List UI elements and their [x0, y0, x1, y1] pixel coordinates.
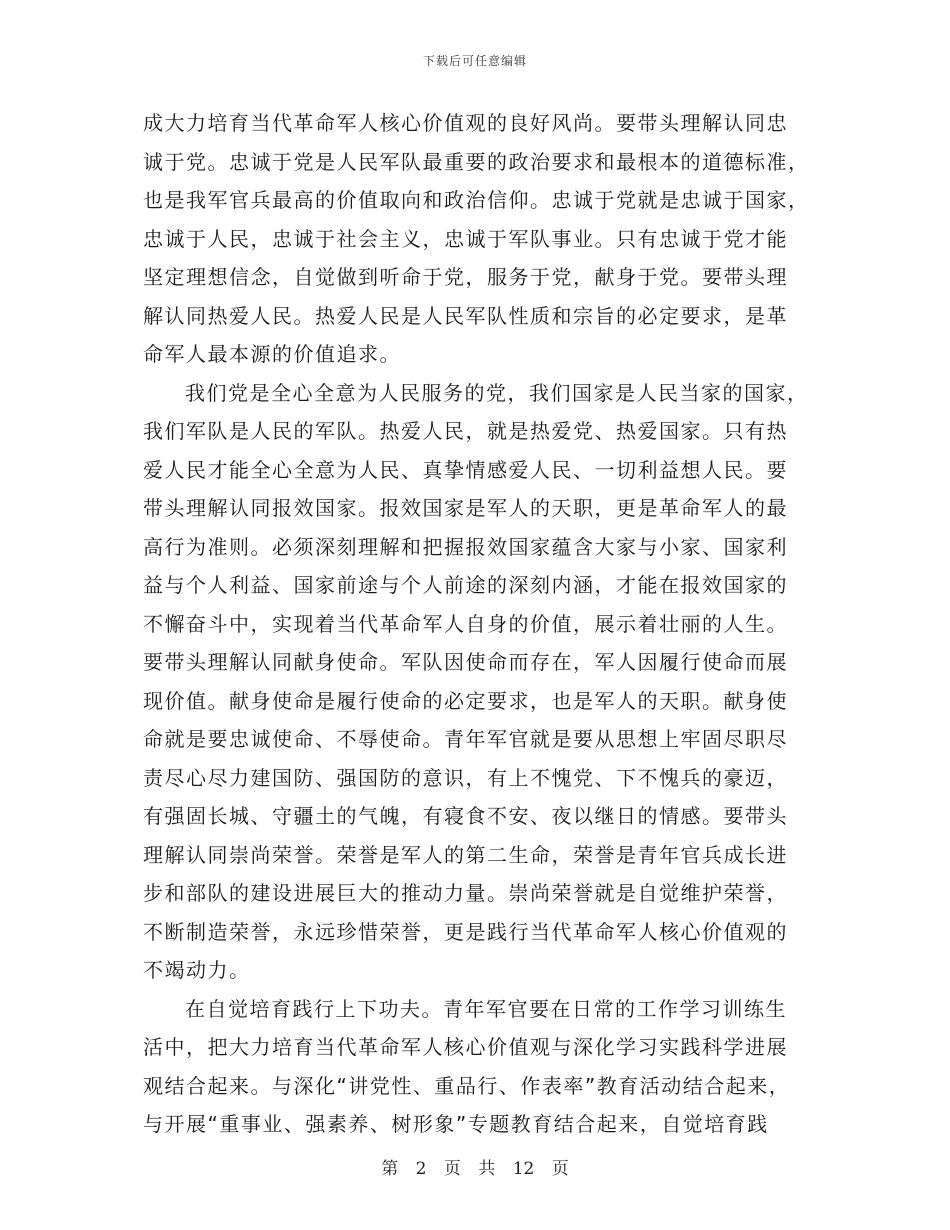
text-line: 成大力培育当代革命军人核心价值观的良好风尚。要带头理解认同忠: [143, 111, 788, 135]
text-line: 益与个人利益、国家前途与个人前途的深刻内涵，才能在报效国家的: [143, 573, 788, 597]
text-line: 忠诚于人民，忠诚于社会主义，忠诚于军队事业。只有忠诚于党才能: [143, 226, 788, 251]
document-body: [143, 104, 813, 1144]
footer-total-unit: 页: [551, 1159, 569, 1179]
page-header: 下载后可任意编辑: [422, 54, 527, 68]
text-line: 解认同热爱人民。热爱人民是人民军队性质和宗旨的必定要求，是革: [143, 303, 788, 328]
footer-page-unit: 页: [443, 1159, 461, 1179]
text-line: 与开展“重事业、强素养、树形象”专题教育结合起来，自觉培育践: [143, 1112, 769, 1136]
footer-total-label: 共: [478, 1159, 496, 1179]
text-line: 责尽心尽力建国防、强国防的意识，有上不愧党、下不愧兵的豪迈，: [143, 765, 788, 790]
text-line: 不断制造荣誉，永远珍惜荣誉，更是践行当代革命军人核心价值观的: [143, 919, 788, 944]
text-line: 爱人民才能全心全意为人民、真挚情感爱人民、一切利益想人民。要: [143, 457, 788, 482]
text-line: 带头理解认同报效国家。报效国家是军人的天职，更是革命军人的最: [143, 496, 788, 520]
text-line: 我们军队是人民的军队。热爱人民，就是热爱党、热爱国家。只有热: [143, 419, 788, 443]
text-line: 观结合起来。与深化“讲党性、重品行、作表率”教育活动结合起来，: [143, 1073, 791, 1098]
footer-page-number: 2: [415, 1159, 427, 1179]
text-line: 步和部队的建设进展巨大的推动力量。崇尚荣誉就是自觉维护荣誉，: [143, 881, 788, 905]
text-line: 不懈奋斗中，实现着当代革命军人自身的价值，展示着壮丽的人生。: [143, 611, 788, 636]
footer-prefix: 第: [381, 1159, 399, 1179]
text-line: 有强固长城、守疆土的气魄，有寝食不安、夜以继日的情感。要带头: [143, 804, 788, 828]
text-line: 坚定理想信念，自觉做到听命于党，服务于党，献身于党。要带头理: [143, 265, 788, 289]
text-line: 也是我军官兵最高的价值取向和政治信仰。忠诚于党就是忠诚于国家，: [143, 188, 810, 212]
page-footer: [0, 1154, 950, 1179]
text-line: 理解认同崇尚荣誉。荣誉是军人的第二生命，荣誉是青年官兵成长进: [143, 842, 788, 867]
text-line: 现价值。献身使命是履行使命的必定要求，也是军人的天职。献身使: [143, 688, 788, 713]
text-line: 不竭动力。: [143, 958, 251, 982]
text-line: 活中，把大力培育当代革命军人核心价值观与深化学习实践科学进展: [143, 1035, 788, 1059]
text-line: 要带头理解认同献身使命。军队因使命而存在，军人因履行使命而展: [143, 650, 788, 674]
text-line: 我们党是全心全意为人民服务的党，我们国家是人民当家的国家，: [185, 380, 809, 405]
text-line: 命军人最本源的价值追求。: [143, 342, 401, 366]
text-line: 在自觉培育践行上下功夫。青年军官要在日常的工作学习训练生: [185, 996, 787, 1021]
text-line: 诚于党。忠诚于党是人民军队最重要的政治要求和最根本的道德标准，: [143, 149, 810, 174]
text-line: 高行为准则。必须深刻理解和把握报效国家蕴含大家与小家、国家利: [143, 534, 788, 559]
text-line: 命就是要忠诚使命、不辱使命。青年军官就是要从思想上牢固尽职尽: [143, 727, 788, 751]
footer-total-pages: 12: [512, 1159, 535, 1179]
